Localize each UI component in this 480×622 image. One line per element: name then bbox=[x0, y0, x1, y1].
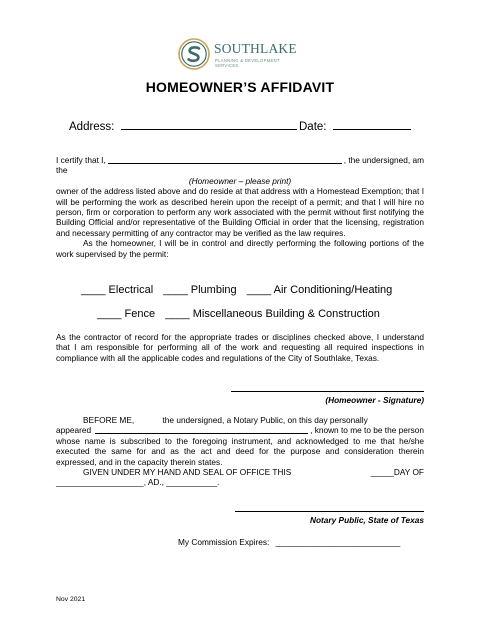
notary-line-4: he/she executed the same for and as the act and deed for the purpose and bbox=[56, 435, 425, 457]
address-field[interactable] bbox=[121, 119, 297, 130]
electrical-blank[interactable]: ____ bbox=[81, 284, 106, 296]
homeowner-control-text: As the homeowner, I will be in control and directly performing the following portions of the work supervised by the permit: bbox=[56, 238, 424, 259]
plumbing-blank[interactable]: ____ bbox=[163, 284, 188, 296]
before-me-text: BEFORE ME, bbox=[83, 415, 135, 425]
contractor-statement: As the contractor of record for the appropriate trades or disciplines checked above, I understand that I am responsible for performing all of the work and requesting all required inspections in compliance with all the applicable codes and regulations of the City of Southlake, Texas. bbox=[56, 332, 424, 363]
southlake-logo bbox=[178, 38, 318, 72]
day-of-blank[interactable]: _____DAY OF bbox=[370, 467, 424, 478]
homeowner-signature-line[interactable] bbox=[231, 391, 424, 392]
notary-line-1 bbox=[56, 415, 424, 425]
date-field[interactable] bbox=[333, 119, 411, 130]
misc-construction-blank[interactable]: ____ bbox=[165, 308, 190, 320]
revision-date: Nov 2021 bbox=[56, 596, 86, 603]
notary-signature-line[interactable] bbox=[235, 511, 424, 512]
trade-checklist-row-2 bbox=[97, 308, 380, 320]
misc-construction-label: Miscellaneous Building & Construction bbox=[192, 308, 380, 320]
certify-start-text: I certify that I, bbox=[56, 155, 106, 165]
southlake-emblem-icon bbox=[178, 38, 210, 70]
logo-wordmark: SOUTHLAKE bbox=[214, 41, 297, 56]
notary-section bbox=[56, 415, 424, 488]
appeared-text: appeared bbox=[56, 425, 92, 436]
hvac-blank[interactable]: ____ bbox=[246, 284, 272, 296]
electrical-label: Electrical bbox=[108, 284, 154, 296]
page-title: HOMEOWNER’S AFFIDAVIT bbox=[145, 79, 335, 95]
address-label: Address: bbox=[69, 121, 115, 133]
homeowner-print-hint: (Homeowner – please print) bbox=[188, 175, 292, 186]
logo-subtitle-2: SERVICES bbox=[215, 63, 239, 68]
year-blank[interactable]: ___________. bbox=[166, 477, 220, 488]
certify-section bbox=[56, 155, 424, 259]
date-label: Date: bbox=[299, 121, 327, 133]
given-line-2 bbox=[56, 477, 424, 487]
given-line-1 bbox=[56, 467, 424, 477]
fence-label: Fence bbox=[124, 308, 156, 320]
commission-row bbox=[178, 537, 400, 547]
logo-subtitle-1: PLANNING & DEVELOPMENT bbox=[215, 58, 280, 63]
certify-line-2: the bbox=[56, 165, 68, 176]
notary-line-5: consideration therein expressed, and in the capacity therein states. bbox=[56, 446, 425, 467]
commission-expiry-field[interactable]: ___________________________ bbox=[275, 537, 401, 547]
month-blank[interactable]: ___________________ bbox=[56, 477, 144, 488]
commission-label: My Commission Expires: bbox=[178, 537, 270, 547]
given-text: GIVEN UNDER MY HAND AND SEAL OF OFFICE THIS bbox=[83, 467, 292, 478]
certify-end-text: , the undersigned, am bbox=[343, 155, 424, 165]
certify-line-1 bbox=[56, 155, 424, 165]
trade-checklist-row-1 bbox=[81, 284, 392, 296]
undersigned-text: the undersigned, a Notary Public, on this day personally bbox=[162, 415, 368, 425]
appeared-name-field[interactable] bbox=[95, 425, 308, 434]
ad-text: , AD., bbox=[143, 477, 164, 488]
homeowner-signature-label: (Homeowner - Signature) bbox=[325, 395, 424, 405]
certify-body: owner of the address listed above and do reside at that address with a Homestead Exemption; that I will be performing the work as described herein upon the receipt of a permit; and that I will hire no person, firm or corporation to perform any work associated with the permit without first notifying the Building Official and/or representative of the Building Official in order that the licensing, registration and necessary permitting of any contractor may be verified as the law requires. bbox=[56, 186, 424, 238]
known-person-text: , known to me to be the person bbox=[310, 425, 424, 436]
notary-body bbox=[56, 436, 424, 467]
notary-signature-label: Notary Public, State of Texas bbox=[309, 515, 424, 525]
address-row bbox=[69, 119, 297, 133]
plumbing-label: Plumbing bbox=[190, 284, 237, 296]
notary-line-2 bbox=[56, 425, 424, 435]
notary-line-3: whose name is subscribed to the foregoing instrument, and acknowledged to me that bbox=[56, 435, 395, 446]
date-row bbox=[299, 119, 411, 133]
fence-blank[interactable]: ____ bbox=[97, 308, 122, 320]
homeowner-name-field[interactable] bbox=[108, 155, 342, 164]
hvac-label: Air Conditioning/Heating bbox=[273, 284, 393, 296]
